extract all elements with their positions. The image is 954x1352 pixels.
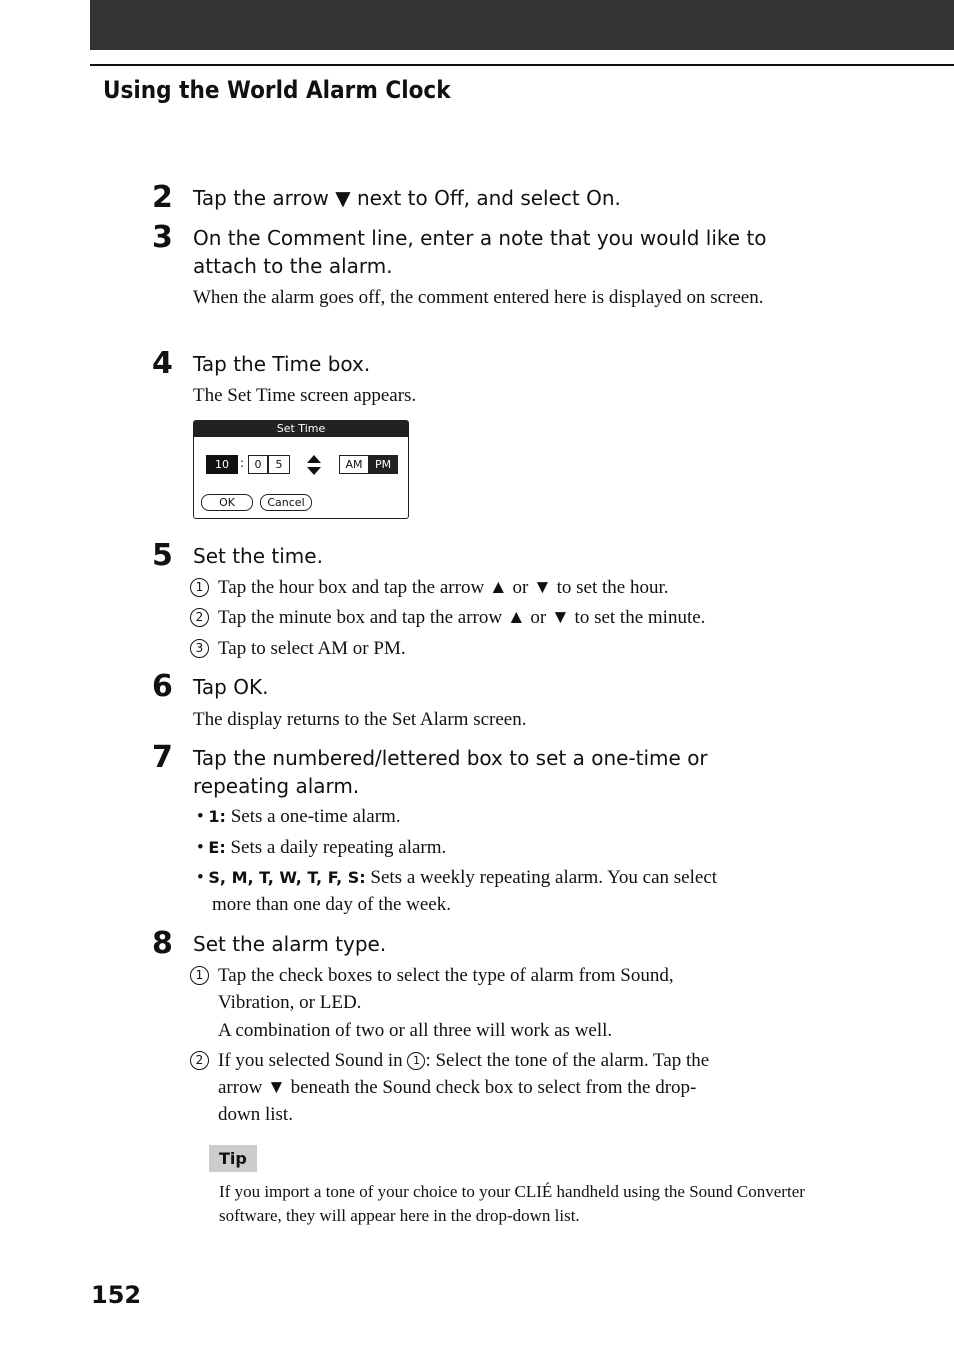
sub-step-text: If you selected Sound in xyxy=(218,1050,408,1071)
ok-button[interactable]: OK xyxy=(201,494,253,511)
am-toggle[interactable]: AM xyxy=(339,455,369,474)
section-title: Using the World Alarm Clock xyxy=(103,76,451,104)
bullet-key: 1: xyxy=(208,807,226,826)
minute-tens-box[interactable]: 0 xyxy=(248,455,268,474)
header-rule xyxy=(90,64,954,66)
step-instruction: Set the alarm type. xyxy=(193,932,387,956)
sub-step-line: Tap the check boxes to select the type of alarm from Sound, xyxy=(218,965,674,986)
circled-number: 2 xyxy=(190,608,209,627)
step-instruction: Tap the arrow ▼ next to Off, and select On. xyxy=(193,186,621,210)
bullet-item: • E: Sets a daily repeating alarm. xyxy=(197,837,447,858)
sub-step-line: A combination of two or all three will work as well. xyxy=(218,1020,613,1041)
circled-number: 1 xyxy=(190,578,209,597)
sub-step-line xyxy=(218,1047,808,1074)
step-instruction: Tap the Time box. xyxy=(193,352,371,376)
step-instruction: On the Comment line, enter a note that you would like to attach to the alarm. xyxy=(193,226,767,278)
circled-number: 3 xyxy=(190,639,209,658)
sub-step xyxy=(190,604,810,631)
cancel-button[interactable]: Cancel xyxy=(260,494,312,511)
header-bar xyxy=(90,0,954,50)
time-separator: : xyxy=(240,456,245,470)
step-number: 6 xyxy=(152,669,173,704)
up-down-arrows-icon[interactable] xyxy=(306,454,322,476)
step-description: When the alarm goes off, the comment entered here is displayed on screen. xyxy=(193,287,764,308)
bullet-text: Sets a one-time alarm. xyxy=(225,806,401,827)
bullet-continuation: more than one day of the week. xyxy=(212,894,451,915)
bullet-item: • S, M, T, W, T, F, S: Sets a weekly repeating alarm. You can select more than one day of the week. xyxy=(197,864,807,918)
sub-step-text-block xyxy=(218,1047,808,1128)
sub-step-line: down list. xyxy=(218,1104,293,1125)
step-number: 8 xyxy=(152,926,173,961)
sub-step-text-block xyxy=(218,962,808,1044)
sub-step xyxy=(190,574,810,601)
sub-step-line: Vibration, or LED. xyxy=(218,992,362,1013)
step-number: 4 xyxy=(152,346,173,381)
hour-box[interactable]: 10 xyxy=(206,455,238,474)
page-number: 152 xyxy=(91,1281,142,1309)
bullet-key: E: xyxy=(208,838,226,857)
step-instruction: Tap the numbered/lettered box to set a one-time or repeating alarm. xyxy=(193,746,708,798)
tip-text: If you import a tone of your choice to your CLIÉ handheld using the Sound Converter software, they will appear here in the drop-down list. xyxy=(219,1182,805,1225)
bullet-text: Sets a weekly repeating alarm. You can select xyxy=(365,867,718,888)
set-time-dialog xyxy=(193,420,409,519)
step-number: 3 xyxy=(152,220,173,255)
minute-ones-box[interactable]: 5 xyxy=(268,455,290,474)
step-number: 5 xyxy=(152,538,173,573)
sub-step xyxy=(190,1047,810,1125)
circled-number: 1 xyxy=(190,966,209,985)
sub-step-text: Tap the hour box and tap the arrow ▲ or ▼ to set the hour. xyxy=(218,577,669,598)
step-instruction: Set the time. xyxy=(193,544,323,568)
circled-number-ref: 1 xyxy=(407,1052,425,1070)
sub-step-line: arrow ▼ beneath the Sound check box to select from the drop- xyxy=(218,1077,697,1098)
bullet-key: S, M, T, W, T, F, S: xyxy=(208,868,366,887)
sub-step xyxy=(190,635,810,662)
circled-number: 2 xyxy=(190,1051,209,1070)
sub-step xyxy=(190,962,810,1041)
step-number: 2 xyxy=(152,180,173,215)
bullet-item: • 1: Sets a one-time alarm. xyxy=(197,806,401,827)
step-description: The display returns to the Set Alarm screen. xyxy=(193,709,527,730)
step-number: 7 xyxy=(152,740,173,775)
pm-toggle[interactable]: PM xyxy=(368,455,398,474)
bullet-text: Sets a daily repeating alarm. xyxy=(225,837,447,858)
sub-step-text: : Select the tone of the alarm. Tap the xyxy=(425,1050,710,1071)
dialog-title: Set Time xyxy=(194,421,408,437)
step-description: The Set Time screen appears. xyxy=(193,385,417,406)
sub-step-text: Tap the minute box and tap the arrow ▲ or ▼ to set the minute. xyxy=(218,607,706,628)
tip-label: Tip xyxy=(209,1145,257,1172)
sub-step-text: Tap to select AM or PM. xyxy=(218,638,406,659)
step-instruction: Tap OK. xyxy=(193,675,269,699)
